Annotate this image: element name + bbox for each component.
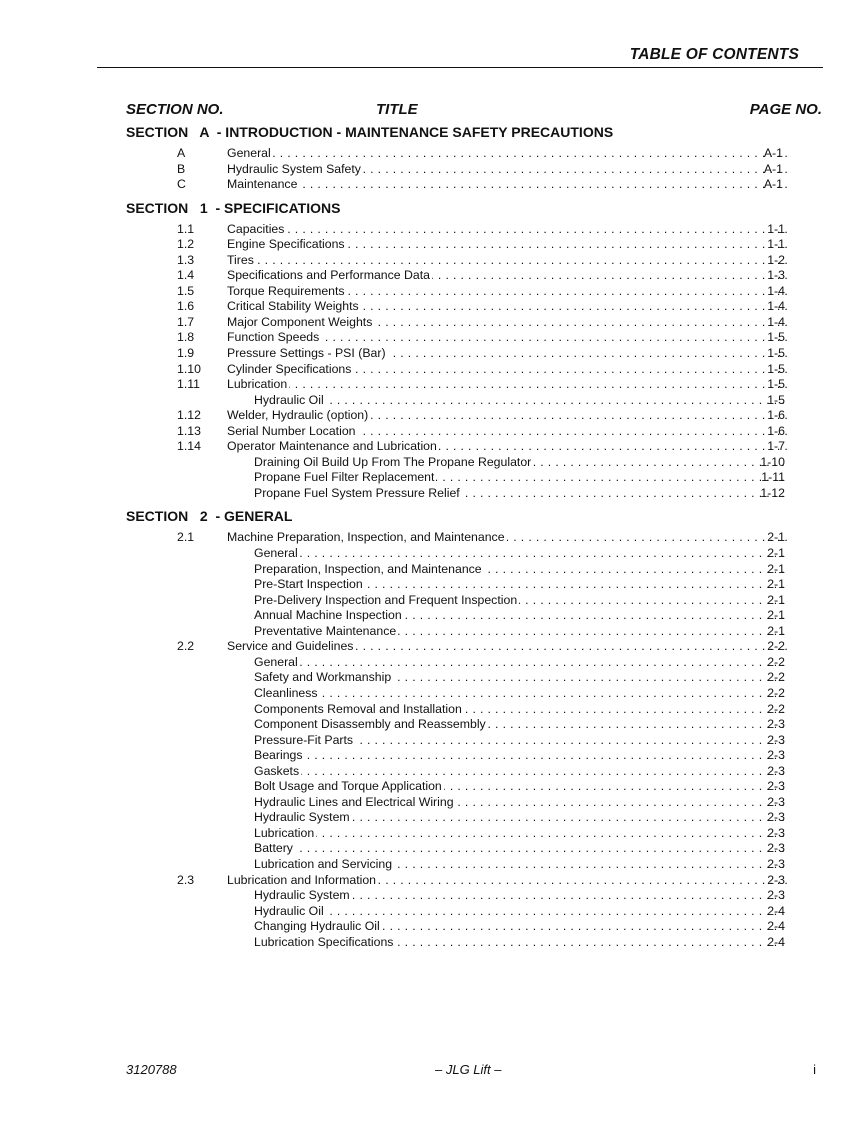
entry-title: Critical Stability Weights — [227, 299, 359, 314]
entry-title: Capacities — [227, 221, 285, 236]
entry-page: A-1 — [763, 177, 783, 192]
header-title: TABLE OF CONTENTS — [629, 46, 799, 63]
entry-title: Serial Number Location — [227, 423, 356, 438]
entry-title: Bolt Usage and Torque Application — [254, 779, 442, 794]
page-footer — [126, 1062, 816, 1080]
entry-title: Safety and Workmanship — [254, 670, 392, 685]
entry-leader — [227, 408, 788, 424]
entry-leader — [254, 904, 784, 920]
toc-entry[interactable] — [126, 639, 826, 655]
entry-number: C — [177, 177, 186, 192]
entry-page: 1-6 — [767, 423, 785, 438]
entry-leader — [254, 919, 784, 935]
toc-entry[interactable] — [126, 424, 826, 440]
toc-entry[interactable] — [126, 253, 826, 269]
entry-page: 2-2 — [767, 639, 785, 654]
toc-entry[interactable] — [126, 177, 826, 193]
toc-entry[interactable] — [126, 377, 826, 393]
entry-leader — [227, 146, 788, 162]
entry-leader — [227, 873, 788, 889]
entry-title: Lubrication — [254, 825, 315, 840]
entry-page: 2-3 — [767, 841, 785, 856]
toc-entry[interactable] — [126, 530, 826, 546]
entry-page: 2-1 — [767, 623, 785, 638]
entry-leader — [254, 670, 784, 686]
entry-page: 2-1 — [767, 561, 785, 576]
toc-entry[interactable] — [126, 162, 826, 178]
entry-leader — [227, 346, 788, 362]
entry-title: Draining Oil Build Up From The Propane Regulator — [254, 454, 532, 469]
entry-title: Operator Maintenance and Lubrication — [227, 439, 437, 454]
entry-title: Machine Preparation, Inspection, and Maintenance — [227, 530, 505, 545]
entry-page: 2-2 — [767, 654, 785, 669]
entry-page: 1-10 — [760, 454, 785, 469]
entry-page: 1-6 — [767, 408, 785, 423]
toc-entry[interactable] — [126, 733, 826, 749]
entry-page: 2-1 — [767, 546, 785, 561]
entry-leader — [254, 455, 784, 471]
entry-number: A — [177, 146, 186, 160]
entry-number: B — [177, 161, 186, 176]
entry-leader — [254, 593, 784, 609]
entry-title: Pressure-Fit Parts — [254, 732, 354, 747]
entry-leader — [254, 577, 784, 593]
entry-page: 2-2 — [767, 701, 785, 716]
toc-entry[interactable] — [126, 624, 826, 640]
column-heading-section: SECTION NO. — [126, 101, 224, 118]
entry-title: General — [254, 654, 298, 669]
entry-leader — [227, 162, 788, 178]
toc-entry[interactable] — [126, 577, 826, 593]
entry-leader — [227, 362, 788, 378]
entry-title: Welder, Hydraulic (option) — [227, 408, 369, 423]
entry-page: 2-3 — [767, 810, 785, 825]
column-headings — [126, 101, 822, 121]
entry-page: 2-1 — [767, 577, 785, 592]
entry-page: 2-3 — [767, 763, 785, 778]
entry-title: Major Component Weights — [227, 314, 373, 329]
entry-title: Component Disassembly and Reassembly — [254, 717, 486, 732]
entry-page: 2-3 — [767, 732, 785, 747]
entry-page: A-1 — [763, 146, 783, 160]
entry-page: 1-7 — [767, 439, 785, 454]
entry-number: 1.9 — [177, 346, 195, 361]
entry-title: Function Speeds — [227, 330, 320, 345]
entry-leader — [227, 284, 788, 300]
entry-leader — [254, 717, 784, 733]
entry-leader — [254, 888, 784, 904]
entry-title: Propane Fuel System Pressure Relief — [254, 485, 460, 500]
toc-entry[interactable] — [126, 146, 826, 162]
entry-leader — [227, 424, 788, 440]
toc-entry[interactable] — [126, 655, 826, 671]
entry-leader — [254, 655, 784, 671]
entry-number: 1.10 — [177, 361, 201, 376]
entry-leader — [227, 237, 788, 253]
entry-page: 2-3 — [767, 794, 785, 809]
entry-title: General — [254, 546, 298, 561]
toc-entry[interactable] — [126, 299, 826, 315]
entry-leader — [254, 935, 784, 951]
toc-entry[interactable] — [126, 455, 826, 471]
entry-title: Bearings — [254, 748, 303, 763]
toc-entry[interactable] — [126, 608, 826, 624]
toc-entry[interactable] — [126, 919, 826, 935]
entry-page: 2-3 — [767, 825, 785, 840]
toc-entry[interactable] — [126, 873, 826, 889]
entry-title: Pressure Settings - PSI (Bar) — [227, 346, 386, 361]
entry-number: 1.1 — [177, 221, 195, 236]
entry-title: Propane Fuel Filter Replacement — [254, 470, 435, 485]
toc-entry[interactable] — [126, 841, 826, 857]
entry-page: 1-5 — [767, 330, 785, 345]
entry-title: Service and Guidelines — [227, 639, 354, 654]
entry-page: 1-5 — [767, 346, 785, 361]
table-of-contents — [126, 123, 826, 956]
entry-number: 1.12 — [177, 408, 201, 423]
entry-leader — [254, 686, 784, 702]
entry-leader — [254, 562, 784, 578]
toc-entry[interactable] — [126, 562, 826, 578]
toc-entry[interactable] — [126, 486, 826, 502]
toc-entry[interactable] — [126, 268, 826, 284]
toc-entry[interactable] — [126, 717, 826, 733]
entry-title: Changing Hydraulic Oil — [254, 919, 380, 934]
entry-title: Preparation, Inspection, and Maintenance — [254, 561, 482, 576]
entry-number: 1.2 — [177, 237, 195, 252]
entry-page: 1-3 — [767, 268, 785, 283]
entry-title: Cylinder Specifications — [227, 361, 352, 376]
entry-page: 2-2 — [767, 670, 785, 685]
entry-leader — [254, 486, 784, 502]
entry-page: 1-4 — [767, 283, 785, 298]
toc-entry[interactable] — [126, 593, 826, 609]
entry-page: 1-1 — [767, 237, 785, 252]
toc-entry[interactable] — [126, 222, 826, 238]
entry-page: 2-3 — [767, 856, 785, 871]
entry-leader — [227, 530, 788, 546]
toc-entry[interactable] — [126, 284, 826, 300]
entry-page: 2-4 — [767, 919, 785, 934]
entry-page: 2-3 — [767, 779, 785, 794]
entry-title: Pre-Start Inspection — [254, 577, 363, 592]
entry-leader — [254, 795, 784, 811]
entry-title: Engine Specifications — [227, 237, 345, 252]
entry-title: Gaskets — [254, 763, 300, 778]
entry-page: 1-12 — [760, 485, 785, 500]
toc-entry[interactable] — [126, 935, 826, 951]
entry-leader — [254, 810, 784, 826]
entry-page: 2-1 — [767, 608, 785, 623]
toc-entry[interactable] — [126, 315, 826, 331]
entry-page: 2-3 — [767, 748, 785, 763]
toc-entry[interactable] — [126, 904, 826, 920]
entry-title: Hydraulic Lines and Electrical Wiring — [254, 794, 454, 809]
footer-center-text: – JLG Lift – — [435, 1062, 502, 1077]
entry-number: 1.3 — [177, 252, 195, 267]
toc-entry[interactable] — [126, 470, 826, 486]
entry-title: Hydraulic System — [254, 888, 350, 903]
entry-number: 1.8 — [177, 330, 195, 345]
toc-entry[interactable] — [126, 393, 826, 409]
toc-entry[interactable] — [126, 748, 826, 764]
entry-title: Preventative Maintenance — [254, 623, 397, 638]
entry-page: 1-1 — [767, 221, 785, 236]
entry-leader — [254, 393, 784, 409]
entry-leader — [254, 702, 784, 718]
entry-title: Lubrication and Information — [227, 872, 377, 887]
entry-leader — [254, 779, 784, 795]
entry-page: 1-11 — [761, 470, 785, 485]
toc-entry[interactable] — [126, 330, 826, 346]
entry-leader — [254, 857, 784, 873]
entry-page: 2-1 — [767, 530, 785, 545]
entry-leader — [227, 177, 788, 193]
entry-page: 1-4 — [767, 299, 785, 314]
entry-title: Hydraulic System Safety — [227, 161, 361, 176]
toc-entry[interactable] — [126, 408, 826, 424]
entry-leader — [254, 764, 784, 780]
entry-leader — [227, 253, 788, 269]
column-heading-page: PAGE NO. — [749, 101, 822, 118]
entry-leader — [254, 470, 784, 486]
entry-page: 1-2 — [767, 252, 785, 267]
column-heading-title: TITLE — [376, 101, 418, 118]
toc-entry[interactable] — [126, 810, 826, 826]
toc-entry[interactable] — [126, 795, 826, 811]
entry-title: Lubrication — [227, 377, 288, 392]
entry-page: 2-3 — [767, 872, 785, 887]
entry-leader — [254, 733, 784, 749]
toc-entry[interactable] — [126, 764, 826, 780]
entry-number: 1.11 — [177, 377, 201, 392]
entry-number: 2.2 — [177, 639, 195, 654]
entry-page: 2-4 — [767, 903, 785, 918]
entry-page: 2-3 — [767, 888, 785, 903]
entry-title: Cleanliness — [254, 685, 318, 700]
entry-leader — [227, 377, 788, 393]
entry-leader — [227, 299, 788, 315]
entry-page: 2-2 — [767, 685, 785, 700]
footer-page-number: i — [813, 1062, 816, 1077]
toc-entry[interactable] — [126, 237, 826, 253]
entry-leader — [254, 624, 784, 640]
entry-leader — [254, 826, 784, 842]
footer-doc-number: 3120788 — [126, 1062, 177, 1077]
entry-page: 2-3 — [767, 717, 785, 732]
entry-page: 2-1 — [767, 592, 785, 607]
entry-leader — [254, 546, 784, 562]
section-heading: SECTION 1 - SPECIFICATIONS — [126, 199, 341, 216]
entry-number: 1.13 — [177, 423, 201, 438]
entry-title: Components Removal and Installation — [254, 701, 462, 716]
section-heading: SECTION 2 - GENERAL — [126, 508, 293, 525]
entry-number: 1.7 — [177, 314, 195, 329]
entry-page: 1-5 — [767, 377, 785, 392]
toc-entry[interactable] — [126, 702, 826, 718]
entry-leader — [254, 841, 784, 857]
entry-title: Specifications and Performance Data — [227, 268, 431, 283]
entry-title: Battery — [254, 841, 293, 856]
toc-entry[interactable] — [126, 362, 826, 378]
entry-page: 1-5 — [767, 392, 785, 407]
toc-entry[interactable] — [126, 439, 826, 455]
toc-entry[interactable] — [126, 888, 826, 904]
page-header — [97, 44, 823, 68]
entry-title: Maintenance — [227, 177, 298, 192]
entry-page: 2-4 — [767, 934, 785, 949]
entry-title: General — [227, 146, 271, 160]
entry-leader — [227, 222, 788, 238]
toc-entry[interactable] — [126, 779, 826, 795]
entry-page: 1-4 — [767, 314, 785, 329]
entry-title: Tires — [227, 252, 254, 267]
toc-entry[interactable] — [126, 826, 826, 842]
entry-leader — [254, 748, 784, 764]
toc-entry[interactable] — [126, 546, 826, 562]
toc-section — [126, 507, 826, 950]
entry-page: A-1 — [763, 161, 783, 176]
entry-number: 1.14 — [177, 439, 201, 454]
entry-leader — [227, 639, 788, 655]
toc-entry[interactable] — [126, 686, 826, 702]
entry-title: Pre-Delivery Inspection and Frequent Inspection — [254, 592, 518, 607]
toc-section — [126, 123, 826, 193]
entry-title: Hydraulic Oil — [254, 392, 324, 407]
entry-leader — [227, 268, 788, 284]
entry-leader — [227, 315, 788, 331]
toc-entry[interactable] — [126, 670, 826, 686]
entry-number: 2.3 — [177, 872, 195, 887]
entry-leader — [227, 330, 788, 346]
entry-number: 1.4 — [177, 268, 195, 283]
toc-entry[interactable] — [126, 346, 826, 362]
entry-number: 1.6 — [177, 299, 195, 314]
entry-number: 2.1 — [177, 530, 195, 545]
entry-title: Torque Requirements — [227, 283, 345, 298]
entry-number: 1.5 — [177, 283, 195, 298]
entry-title: Lubrication Specifications — [254, 934, 394, 949]
entry-page: 1-5 — [767, 361, 785, 376]
toc-entry[interactable] — [126, 857, 826, 873]
entry-title: Lubrication and Servicing — [254, 856, 393, 871]
entry-leader — [254, 608, 784, 624]
entry-title: Hydraulic System — [254, 810, 350, 825]
entry-title: Annual Machine Inspection — [254, 608, 402, 623]
section-heading: SECTION A - INTRODUCTION - MAINTENANCE SAFETY PRECAUTIONS — [126, 124, 614, 140]
entry-title: Hydraulic Oil — [254, 903, 324, 918]
toc-section — [126, 199, 826, 502]
entry-leader — [227, 439, 788, 455]
